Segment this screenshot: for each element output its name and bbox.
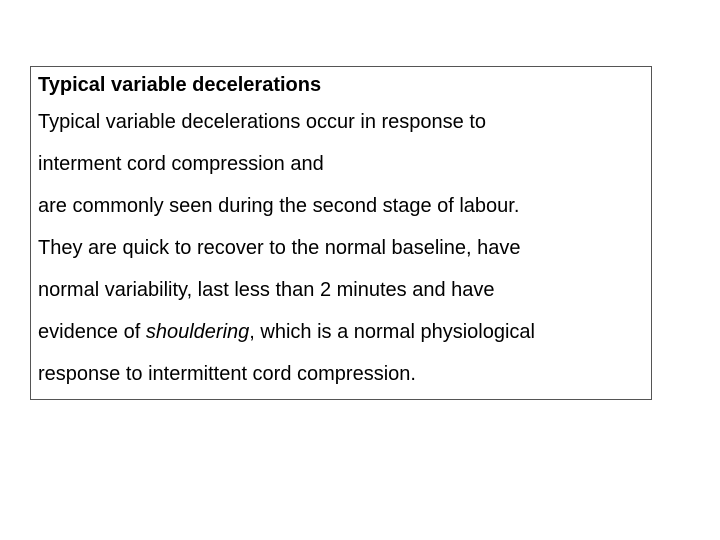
body-line-5: normal variability, last less than 2 minutes and have — [38, 279, 495, 301]
body-line-4: They are quick to recover to the normal baseline, have — [38, 237, 521, 259]
body-line-1: Typical variable decelerations occur in response to — [38, 111, 487, 133]
body-line-7: response to intermittent cord compression. — [38, 363, 416, 385]
text-box — [30, 66, 652, 400]
body-line-3: are commonly seen during the second stage of labour. — [38, 195, 520, 217]
box-body — [38, 101, 643, 395]
body-line-6-start: evidence of — [38, 321, 146, 343]
box-title: Typical variable decelerations — [38, 74, 322, 96]
body-line-2: interment cord compression and — [38, 153, 324, 175]
body-line-6 — [38, 311, 643, 353]
body-line-6-end: , which is a normal physiological — [249, 321, 535, 343]
emphasized-term: shouldering — [145, 321, 250, 343]
